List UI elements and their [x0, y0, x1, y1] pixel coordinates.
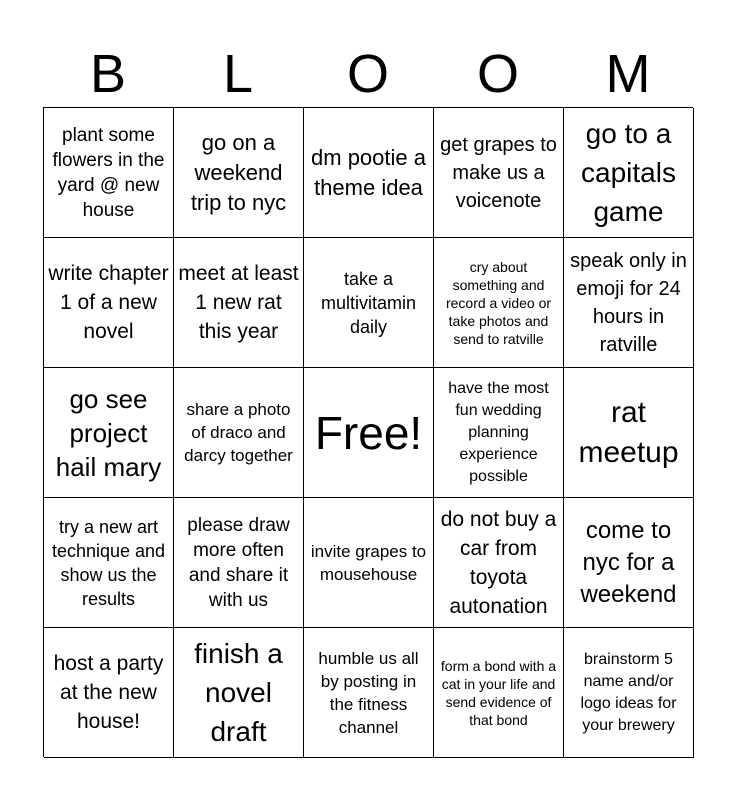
bingo-cell-r1c5[interactable]	[564, 108, 694, 238]
cell-text: take a multivitamin daily	[320, 268, 417, 337]
bingo-cell-r5c5[interactable]	[564, 628, 694, 758]
bingo-cell-r5c3[interactable]	[304, 628, 434, 758]
cell-text: meet at least 1 new rat this year	[178, 262, 299, 343]
cell-text: form a bond with a cat in your life and send evidence of that bond	[440, 657, 557, 728]
bingo-cell-r5c4[interactable]	[434, 628, 564, 758]
header-letter-m: M	[605, 44, 651, 104]
cell-text: brainstorm 5 name and/or logo ideas for your brewery	[580, 650, 677, 734]
cell-text: try a new art technique and show us the results	[51, 516, 166, 609]
bingo-cell-r4c1[interactable]	[44, 498, 174, 628]
bingo-cell-r4c2[interactable]	[174, 498, 304, 628]
bingo-cell-r3c2[interactable]	[174, 368, 304, 498]
cell-text: do not buy a car from toyota autonation	[440, 507, 557, 618]
bingo-header	[43, 40, 693, 108]
cell-text: write chapter 1 of a new novel	[48, 262, 169, 343]
cell-text: get grapes to make us a voicenote	[440, 133, 557, 212]
bingo-cell-r5c2[interactable]	[174, 628, 304, 758]
bingo-cell-r1c1[interactable]	[44, 108, 174, 238]
header-letter-l: L	[222, 44, 254, 104]
bingo-cell-r4c4[interactable]	[434, 498, 564, 628]
header-letter-b: B	[89, 44, 127, 104]
bingo-cell-r2c1[interactable]	[44, 238, 174, 368]
cell-text: plant some flowers in the yard @ new house	[52, 124, 165, 221]
bingo-cell-r2c5[interactable]	[564, 238, 694, 368]
cell-text: invite grapes to mousehouse	[310, 541, 427, 584]
bingo-cell-r2c4[interactable]	[434, 238, 564, 368]
cell-text: speak only in emoji for 24 hours in ratville	[570, 249, 687, 356]
cell-text: rat meetup	[578, 395, 679, 469]
bingo-cell-r5c1[interactable]	[44, 628, 174, 758]
bingo-cell-r1c3[interactable]	[304, 108, 434, 238]
bingo-cell-r3c1[interactable]	[44, 368, 174, 498]
header-letter-o-2: O	[476, 44, 519, 104]
bingo-cell-r2c3[interactable]	[304, 238, 434, 368]
bingo-cell-r2c2[interactable]	[174, 238, 304, 368]
cell-text: finish a novel draft	[194, 638, 283, 747]
cell-text: go on a weekend trip to nyc	[190, 129, 287, 215]
bingo-cell-free[interactable]	[304, 368, 434, 498]
cell-text: come to nyc for a weekend	[580, 516, 677, 608]
cell-text: go to a capitals game	[581, 118, 676, 227]
cell-text: humble us all by posting in the fitness channel	[318, 648, 419, 737]
bingo-grid	[43, 107, 693, 757]
cell-text: host a party at the new house!	[53, 652, 164, 733]
cell-text: have the most fun wedding planning experience possible	[448, 379, 549, 485]
cell-text: share a photo of draco and darcy together	[184, 400, 293, 465]
cell-text: dm pootie a theme idea	[311, 144, 426, 200]
free-space-text: Free!	[314, 406, 423, 459]
cell-text: please draw more often and share it with us	[187, 514, 290, 611]
bingo-cell-r1c2[interactable]	[174, 108, 304, 238]
cell-text: cry about something and record a video or take photos and send to ratville	[445, 258, 552, 347]
bingo-cell-r4c3[interactable]	[304, 498, 434, 628]
bingo-cell-r1c4[interactable]	[434, 108, 564, 238]
bingo-cell-r3c4[interactable]	[434, 368, 564, 498]
bingo-cell-r4c5[interactable]	[564, 498, 694, 628]
cell-text: go see project hail mary	[55, 383, 162, 482]
bingo-cell-r3c5[interactable]	[564, 368, 694, 498]
header-letter-o-1: O	[346, 44, 389, 104]
